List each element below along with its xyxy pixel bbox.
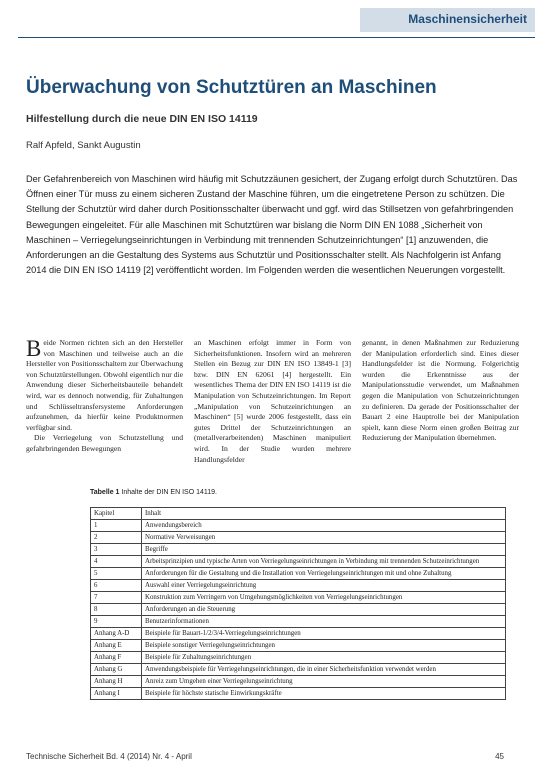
article-subtitle: Hilfestellung durch die neue DIN EN ISO 14119 <box>26 113 258 125</box>
table-cell-kapitel: 1 <box>91 520 142 532</box>
section-header <box>360 8 535 32</box>
table-cell-kapitel: 8 <box>91 604 142 616</box>
table-cell-inhalt: Auswahl einer Verriegelungseinrichtung <box>142 580 506 592</box>
table-row <box>91 616 506 628</box>
table-row <box>91 676 506 688</box>
table-cell-inhalt: Beispiele für Zuhaltungseinrichtungen <box>142 652 506 664</box>
table-cell-kapitel: Anhang G <box>91 664 142 676</box>
table-cell-kapitel: 9 <box>91 616 142 628</box>
table-row <box>91 520 506 532</box>
table-row <box>91 688 506 700</box>
table-cell-kapitel: Anhang E <box>91 640 142 652</box>
article-abstract: Der Gefahrenbereich von Maschinen wird häufig mit Schutzzäunen gesichert, der Zugang erfolgt durch Schutztüren. Das Öffnen einer Tür muss zu einem sicheren Zustand der Maschine führen, um die eingetretene Person zu schützen. Die Stellung der Schutztür wird daher durch Positionsschalter überwacht und ggf. wird das Stillsetzen von gefahrbringenden Bewegungen eingeleitet. Für alle Maschinen mit Schutztüren war bislang die Norm DIN EN 1088 „Sicherheit von Maschinen – Verriegelungseinrichtungen in Verbindung mit trennenden Schutzeinrichtungen“ [1] anzuwenden, die Anforderungen an die Gestaltung des Systems aus Schutztür und Positionsschalter stellt. Als Nachfolgerin ist Anfang 2014 die DIN EN ISO 14119 [2] veröffentlicht worden. Im Folgenden werden die wesentlichen Neuerungen vorgestellt. <box>26 174 518 276</box>
table-cell-inhalt: Anwendungsbeispiele für Verriegelungseinrichtungen, die in einer Sicherheitsfunktion verwendet werden <box>142 664 506 676</box>
body-column-2: an Maschinen erfolgt immer in Form von Sicherheitsfunktionen. Insofern wird an mehreren Stellen ein Bezug zur DIN EN ISO 13849-1 [3] bzw. DIN EN 62061 [4] hergestellt. Ein wesentliches Thema der DIN EN ISO 14119 ist die Manipulation von Schutzeinrichtungen. Im Report „Manipulation von Schutzeinrichtungen an Maschinen“ [5] wurde 2006 festgestellt, dass ein gutes Drittel der Schutzeinrichtungen an (metallverarbeitenden) Maschinen manipuliert wird. In der Studie wurden mehrere Handlungsfelder <box>194 338 351 464</box>
table-row <box>91 556 506 568</box>
table-row <box>91 580 506 592</box>
table-row <box>91 532 506 544</box>
table-cell-kapitel: Anhang F <box>91 652 142 664</box>
table-cell-kapitel: 6 <box>91 580 142 592</box>
body-column-3: genannt, in denen Maßnahmen zur Reduzierung der Manipulation erforderlich sind. Eines dieser Handlungsfelder ist die Normung. Folgerichtig wurden die Erkenntnisse aus der Manipulationsstudie verwendet, um Maßnahmen gegen die Manipulation von Schutzeinrichtungen zu definieren. Da gerade der Positionsschalter der Bauart 2 eine Hauptrolle bei der Manipulation spielt, kann diese Norm einen großen Beitrag zur Reduzierung der Manipulation übernehmen. <box>362 338 519 443</box>
table-row <box>91 592 506 604</box>
table-cell-kapitel: Anhang A-D <box>91 628 142 640</box>
body-paragraph-1: eide Normen richten sich an den Hersteller von Maschinen und teilweise auch an die Hersteller von Positionsschaltern zur Überwachung von Schutztürstellungen. Obwohl eigentlich nur die Anwendung dieser Sicherheitsbauteile behandelt wird, war es dennoch notwendig, für Zuhaltungen und Schlüsseltransfersysteme Anforderungen aufzunehmen, da hierfür keine Produktnormen verfügbar sind. <box>26 338 183 432</box>
article-title: Überwachung von Schutztüren an Maschinen <box>26 77 437 98</box>
table-row <box>91 640 506 652</box>
table-cell-inhalt: Normative Verweisungen <box>142 532 506 544</box>
table-cell-kapitel: Anhang I <box>91 688 142 700</box>
table-cell-inhalt: Anforderungen für die Gestaltung und die Installation von Verriegelungseinrichtungen mit und ohne Zuhaltung <box>142 568 506 580</box>
table-row <box>91 652 506 664</box>
table-row <box>91 628 506 640</box>
table-row <box>91 604 506 616</box>
table-cell-inhalt: Konstruktion zum Verringern von Umgehungsmöglichkeiten von Verriegelungseinrichtungen <box>142 592 506 604</box>
table-cell-inhalt: Begriffe <box>142 544 506 556</box>
table-cell-inhalt: Beispiele sonstiger Verriegelungseinrichtungen <box>142 640 506 652</box>
table-cell-kapitel: 5 <box>91 568 142 580</box>
footer-page-number: 45 <box>495 752 504 761</box>
table-caption <box>90 489 217 496</box>
article-authors: Ralf Apfeld, Sankt Augustin <box>26 140 141 151</box>
table-cell-kapitel: 7 <box>91 592 142 604</box>
table-header-inhalt: Inhalt <box>142 508 506 520</box>
table-body <box>91 520 506 700</box>
contents-table <box>90 507 506 700</box>
table-cell-inhalt: Arbeitsprinzipien und typische Arten von Verriegelungseinrichtungen in Verbindung mit trennenden Schutzeinrichtungen <box>142 556 506 568</box>
body-column-1 <box>26 338 183 455</box>
header-rule <box>18 37 535 38</box>
table-cell-inhalt: Anreiz zum Umgehen einer Verriegelungseinrichtung <box>142 676 506 688</box>
table-row <box>91 664 506 676</box>
footer-journal: Technische Sicherheit Bd. 4 (2014) Nr. 4 - April <box>26 752 192 761</box>
table-header-row <box>91 508 506 520</box>
table-cell-inhalt: Beispiele für höchste statische Einwirkungskräfte <box>142 688 506 700</box>
table-cell-kapitel: 4 <box>91 556 142 568</box>
table-cell-inhalt: Anwendungsbereich <box>142 520 506 532</box>
table-caption-label: Tabelle 1 <box>90 489 120 496</box>
table-cell-inhalt: Beispiele für Bauart-1/2/3/4-Verriegelungseinrichtungen <box>142 628 506 640</box>
table-header-kapitel: Kapitel <box>91 508 142 520</box>
table-cell-kapitel: 2 <box>91 532 142 544</box>
table-cell-inhalt: Anforderungen an die Steuerung <box>142 604 506 616</box>
table-row <box>91 544 506 556</box>
drop-cap: B <box>26 336 42 361</box>
body-paragraph-2: Die Verriegelung von Schutzstellung und gefahrbringenden Bewegungen <box>26 433 183 453</box>
table-cell-inhalt: Benutzerinformationen <box>142 616 506 628</box>
table-cell-kapitel: Anhang H <box>91 676 142 688</box>
table-cell-kapitel: 3 <box>91 544 142 556</box>
section-label: Maschinensicherheit <box>408 12 527 26</box>
table-caption-text: Inhalte der DIN EN ISO 14119. <box>121 489 217 496</box>
table-row <box>91 568 506 580</box>
